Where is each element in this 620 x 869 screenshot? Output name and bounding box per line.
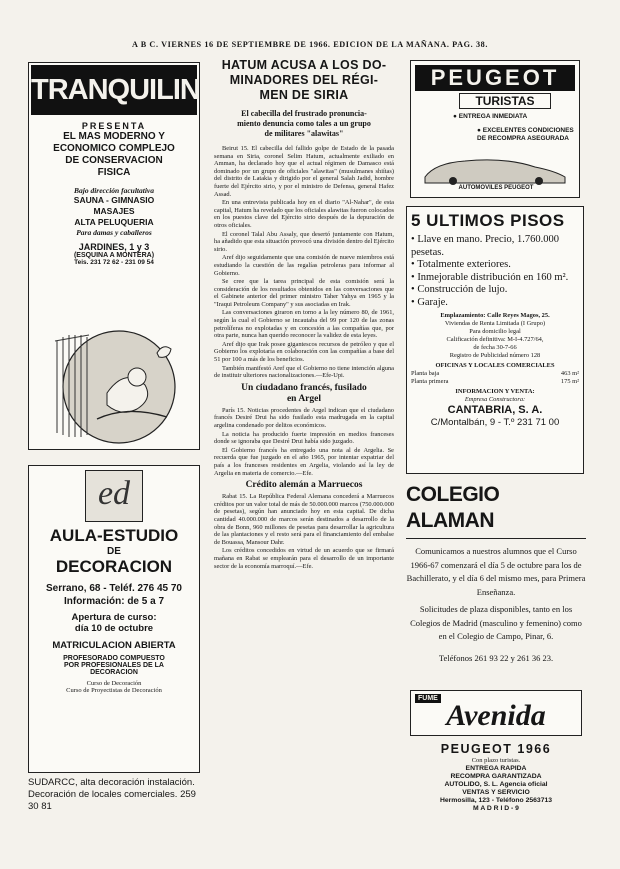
aula-title2: DECORACION	[55, 557, 173, 576]
pisos-line: Calificación definitiva: M-I-4.727/64,	[446, 336, 544, 343]
pisos-oficinas: OFICINAS Y LOCALES COMERCIALES	[435, 362, 555, 369]
ad-avenida	[410, 690, 582, 736]
article1-subhead-1: El cabecilla del frustrado pronuncia-	[241, 109, 367, 118]
article2-paragraph: París 15. Noticias procedentes de Argel indican que el ciudadano francés Desiré Drui ha sido fusilado esta madrugada en la capital argelina condenado por delitos económicos.	[214, 406, 394, 429]
car-illustration-icon	[421, 155, 571, 185]
ad-ultimos-pisos	[406, 206, 584, 474]
peugeot1966-line: M A D R I D - 9	[473, 805, 519, 812]
pisos-bullet: • Garaje.	[411, 297, 579, 310]
aula-profesorado-3: DECORACION	[90, 669, 138, 676]
tranquilino-service-3: ALTA PELUQUERIA	[74, 217, 154, 227]
article1-paragraph: También manifestó Aref que el Gobierno no tiene intención alguna de instituir ulteriores nacionalizaciones.—Efe-Upi.	[214, 364, 394, 380]
pisos-superficie-row	[411, 378, 579, 386]
peugeot1966-line: RECOMPRA GARANTIZADA	[450, 773, 542, 780]
article1-paragraph: Se cree que la tarea principal de esta comisión será la consideración de los resultados obtenidos en las conversaciones que el Gabinete anterior del primer ministro Taher Yahya en 1965 y la "Iraqui Petroleum Company" y sus asociadas en Irak.	[214, 278, 394, 308]
aula-logo	[85, 470, 143, 522]
aula-profesorado-1: PROFESORADO COMPUESTO	[63, 655, 165, 662]
avenida-fume: FUME	[415, 694, 441, 703]
article1-paragraph: En una entrevista publicada hoy en el diario "Al-Nahar", de esta capital, Hatum ha revelado que los oficiales alawitas fueron colocados en los puestos clave del Ejército sirio después de la depuración de otros oficiales.	[214, 199, 394, 229]
article3-paragraph: Rabat 15. La República Federal Alemana concederá a Marruecos créditos por un valor total de más de 50.000.000 marcos (750.000.000 de pesetas), según han anunciado hoy en esta capital. De dicha cantidad 40.000.000 de marcos serán destinados a desarrollo de la obra de Bonn, 960 millones de pesetas para desarrollar la agricultura de las plantaciones y el resto será para el financiamiento del embalse de Bouassa, Mansour Dahr.	[214, 493, 394, 546]
bullet-icon: ●	[477, 127, 483, 134]
pisos-bullet: • Totalmente exteriores.	[411, 259, 579, 272]
ad-colegio-alaman	[406, 482, 586, 664]
colegio-paragraph-2: Solicitudes de plaza disponibles, tanto en los Colegios de Madrid (masculino y femenino) como en el Colegio de Campo, Pinar, 6.	[410, 604, 582, 641]
article1-body	[214, 145, 394, 380]
pisos-line: de fecha 30-7-66	[473, 344, 517, 351]
bullet-icon: ●	[453, 113, 459, 120]
peugeot-bullet-1	[417, 113, 577, 121]
aula-info: Información: de 5 a 7	[63, 596, 165, 607]
ad-tranquilino	[28, 62, 222, 450]
article3-paragraph: Los créditos concedidos en virtud de un acuerdo que se firmará mañana en Rabat se emplearán para el desarrollo de un importante sector de la economía marroquí.—Efe.	[214, 547, 394, 570]
aula-de: DE	[107, 546, 121, 557]
aula-address: Serrano, 68 - Teléf. 276 45 70	[45, 583, 182, 594]
pisos-address: C/Montalbán, 9 - T.º 231 71 00	[430, 417, 560, 428]
tranquilino-service-2: MASAJES	[93, 206, 135, 216]
article1-paragraph: Las conversaciones giraron en torno a la ley número 80, de 1961, según la cual el Gobierno se incautaba del 99 por 120 de las zonas petrolíferas no explotadas y en concesión a las compañías que, por otra parte, nunca han querido reconocer la validez de esta leyes.	[214, 309, 394, 340]
article2-paragraph: La noticia ha producido fuerte impresión en medios franceses donde se ignoraba que Desiré Drui había sido juzgado.	[214, 430, 394, 446]
aula-curso-1: Curso de Decoración	[86, 680, 142, 687]
ad-aula-estudio	[28, 465, 200, 773]
article1-headline-1: HATUM ACUSA A LOS DO-	[221, 58, 387, 72]
peugeot-bullet-2	[417, 127, 577, 143]
article1-subhead-3: de militares "alawitas"	[264, 129, 344, 138]
tranquilino-desc-3: DE CONSERVACION	[65, 155, 163, 166]
article1-paragraph: Aref dijo que Irak posee gigantescos recursos de petróleo y que el Gobierno los explotaría en colaboración con las compañías a base del 51 por 100 a más de los beneficios.	[214, 340, 394, 364]
pisos-bullets	[411, 234, 579, 309]
aula-logo-letters: ed	[97, 475, 131, 512]
pisos-line: Emplazamiento: Calle Reyes Magos, 25.	[440, 312, 550, 319]
avenida-brand: Avenida	[446, 699, 546, 732]
peugeot1966-line: ENTREGA RAPIDA	[465, 765, 527, 772]
pisos-company: CANTABRIA, S. A.	[447, 404, 543, 416]
article2-paragraph: El Gobierno francés ha entregado una nota al de Argelia. Se recuerda que fue juzgado en el año 1965, por intentar expatriar del país a los franceses residentes en Argelia, violando así la ley de Argelia en materia de comercio.—Efe.	[214, 446, 394, 477]
pisos-line: Para domicilio legal	[469, 328, 521, 335]
peugeot1966-line: VENTAS Y SERVICIO	[462, 789, 530, 796]
peugeot1966-line: Hermosilla, 123 - Teléfono 2563713	[439, 797, 553, 804]
tranquilino-desc-1: EL MAS MODERNO Y	[63, 131, 165, 142]
pisos-details	[411, 312, 579, 370]
pisos-bullet: • Llave en mano. Precio, 1.760.000 pesetas.	[411, 234, 579, 259]
pisos-info-sub: Empresa Constructora:	[464, 396, 526, 403]
tranquilino-desc-4: FISICA	[97, 167, 131, 178]
colegio-paragraph-1: Comunicamos a nuestros alumnos que el Curso 1966-67 comenzará el día 5 de octubre para los de Bachillerato, y el día 6 del mismo mes, para Primera Enseñanza.	[406, 546, 586, 597]
peugeot-turistas: TURISTAS	[459, 93, 551, 109]
pisos-superficie-value: 463 m²	[560, 370, 579, 377]
aula-title: AULA-ESTUDIO	[49, 526, 179, 545]
article1-subhead-2: miento denuncia como tales a un grupo	[237, 119, 371, 128]
aula-matricula: MATRICULACION ABIERTA	[52, 640, 176, 651]
tranquilino-para: Para damas y caballeros	[76, 228, 152, 237]
article2-body	[214, 407, 394, 477]
article1-subhead	[214, 109, 394, 139]
article2-headline	[214, 383, 394, 405]
peugeot-bullet-1-text: ENTREGA INMEDIATA	[458, 113, 528, 120]
tranquilino-jardines: JARDINES, 1 y 3	[78, 242, 150, 252]
tranquilino-logo-text: TRANQUILINO	[31, 74, 222, 106]
sauna-illustration	[37, 323, 193, 445]
pisos-title: 5 ULTIMOS PISOS	[411, 211, 565, 230]
peugeot1966-line: AUTOLIDO, S. L. Agencia oficial	[444, 781, 548, 788]
tranquilino-esquina: (ESQUINA A MONTERA)	[73, 252, 155, 259]
article1-paragraph: Aref dijo seguidamente que una comisión de nueve miembros está estudiando la cuestión de las regalías petroleras para informar al Gobierno.	[214, 254, 394, 277]
colegio-telefonos: Teléfonos 261 93 22 y 261 36 23.	[438, 652, 554, 663]
pisos-info-title: INFORMACION Y VENTA:	[455, 388, 535, 395]
pisos-superficie-label: Planta primera	[411, 378, 449, 385]
peugeot1966-subtitle: Con plazo turistas.	[471, 757, 521, 764]
peugeot-brand: PEUGEOT	[415, 65, 575, 91]
colegio-title: COLEGIO ALAMAN	[406, 483, 500, 532]
page-header: A B C. VIERNES 16 DE SEPTIEMBRE DE 1966. EDICION DE LA MAÑANA. PAG. 38.	[132, 40, 488, 49]
peugeot-bullet-2-text: EXCELENTES CONDICIONES DE RECOMPRA ASEGURADA	[477, 127, 574, 142]
aula-profesorado-2: POR PROFESIONALES DE LA	[64, 662, 164, 669]
middle-column	[214, 58, 394, 828]
pisos-superficie-value: 175 m²	[560, 378, 579, 385]
tranquilino-telefonos: Teis. 231 72 62 - 231 09 54	[74, 259, 154, 266]
pisos-bullet: • Inmejorable distribución en 160 m².	[411, 272, 579, 285]
ad-peugeot-1966	[406, 742, 586, 813]
tranquilino-service-1: SAUNA - GIMNASIO	[73, 195, 155, 205]
peugeot1966-title: PEUGEOT 1966	[440, 742, 552, 756]
aula-apertura: Apertura de curso:	[71, 612, 157, 623]
pisos-line: Registro de Publicidad número 128	[449, 352, 541, 359]
classified-sudarcc: SUDARCC, alta decoración instalación. Decoración de locales comerciales. 259 30 81	[28, 777, 196, 812]
aula-curso-2: Curso de Proyectistas de Decoración	[66, 687, 162, 694]
article1-paragraph: Beirut 15. El cabecilla del fallido golpe de Estado de la pasada semana en Siria, coronel Selim Hatum, actualmente exiliado en Amman, ha declarado hoy que el actual régimen de Damasco está dominado por un grupo de oficiales "alawitas" (musulmanes shiítas) del distrito de Latakia y dirigido por el general Salah Jadid, hombre fuerte del Ejército sirio, y por el ministro de Defensa, general Hafez Assad.	[214, 145, 394, 198]
article3-headline: Crédito alemán a Marruecos	[245, 480, 363, 491]
tranquilino-presenta: PRESENTA	[81, 121, 147, 131]
article1-headline-2: MINADORES DEL RÉGI-	[229, 73, 379, 87]
pisos-line: Viviendas de Renta Limitada (I Grupo)	[444, 320, 546, 327]
tranquilino-logo	[31, 65, 222, 115]
peugeot-footer: AUTOMOVILES PEUGEOT	[458, 185, 534, 191]
tranquilino-direccion: Bajo dirección facultativa	[74, 186, 154, 195]
article2-headline-2: en Argel	[286, 393, 322, 404]
pisos-superficie-label: Planta baja	[411, 370, 440, 377]
article2-headline-1: Un ciudadano francés, fusilado	[241, 382, 367, 393]
tranquilino-desc-2: ECONOMICO COMPLEJO	[53, 143, 175, 154]
aula-dia: día 10 de octubre	[74, 623, 154, 634]
article1-paragraph: El coronel Talal Abu Assaly, que desertó juntamente con Hatum, ha añadido que esta situación provocó una división dentro del Ejército sirio.	[214, 230, 394, 253]
article1-headline	[214, 58, 394, 103]
pisos-bullet: • Construcción de lujo.	[411, 284, 579, 297]
article3-body	[214, 493, 394, 570]
article1-headline-3: MEN DE SIRIA	[259, 88, 349, 102]
ad-peugeot-turistas	[410, 60, 580, 198]
pisos-superficie-row	[411, 370, 579, 378]
